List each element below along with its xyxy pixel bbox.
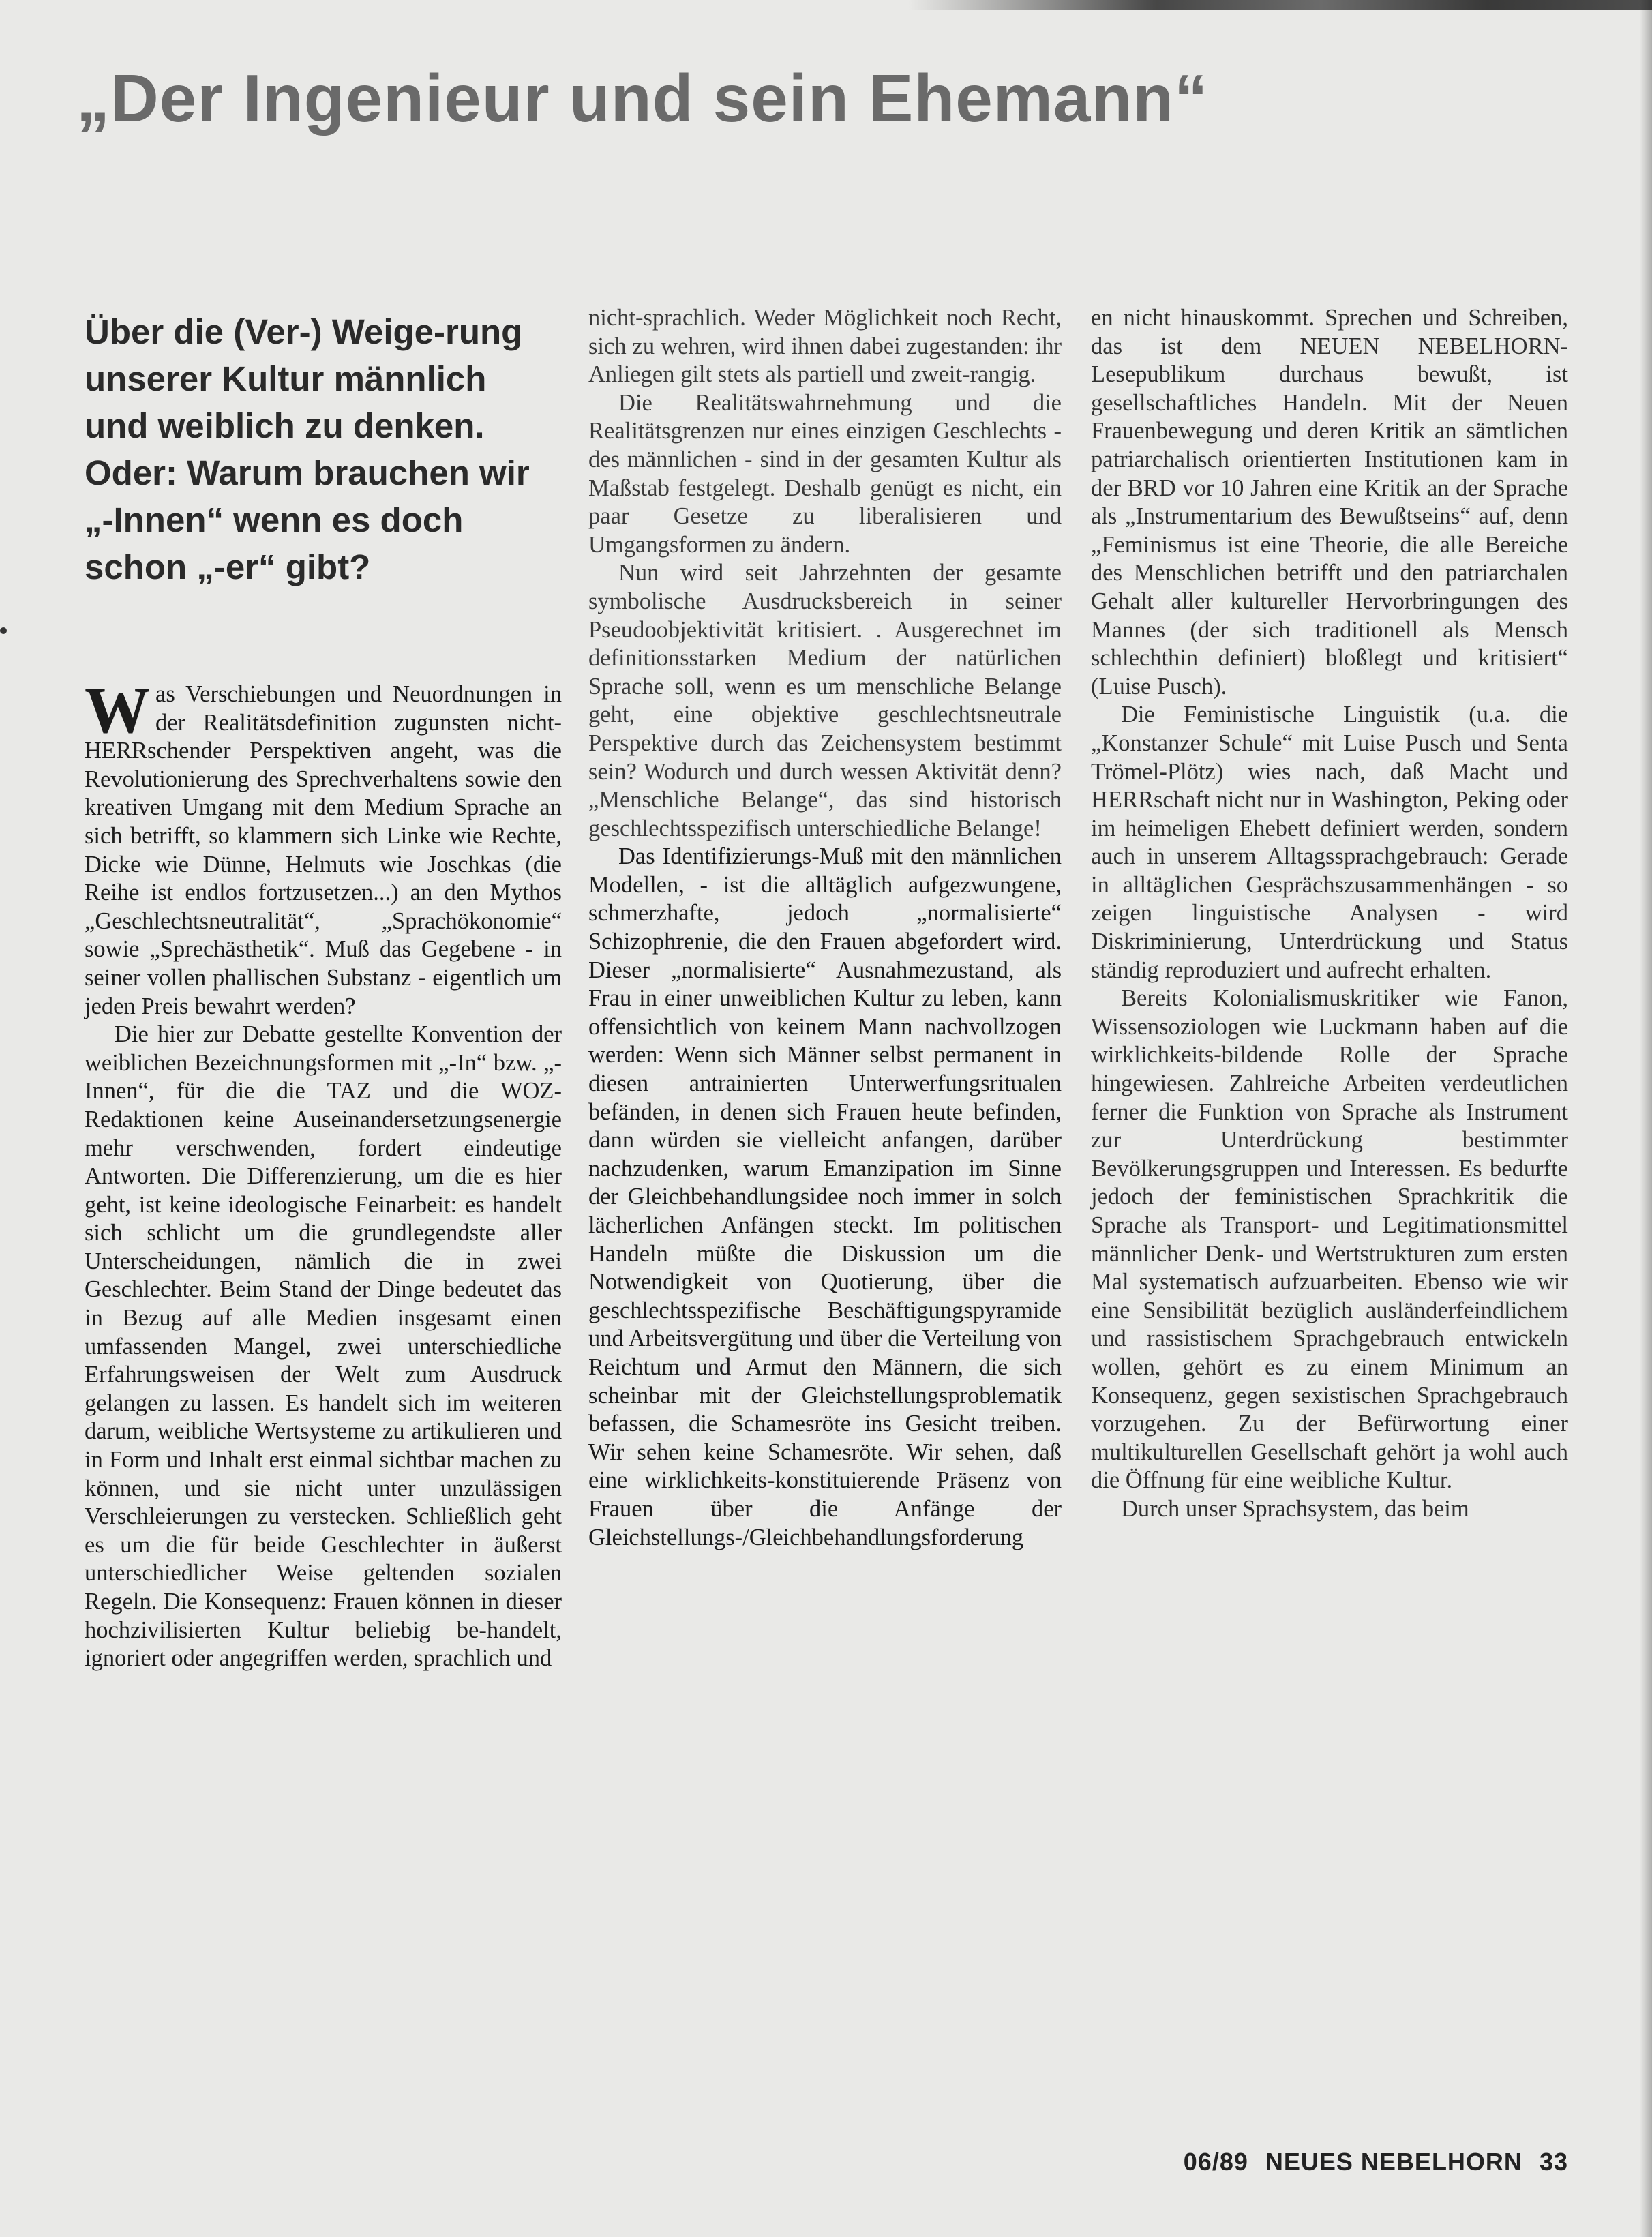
- paragraph: Bereits Kolonialismuskritiker wie Fanon, Wissensoziologen wie Luckmann haben auf die wirklichkeits-bildende Rolle der Sprache hingewiesen. Zahlreiche Arbeiten verdeutlichen ferner die Funktion von Sprache als Instrument zur Unterdrückung bestimmter Bevölkerungsgruppen und Interessen. Es bedurfte jedoch der feministischen Sprachkritik die Sprache als Transport- und Legitimationsmittel männlicher Denk- und Wertstrukturen zum ersten Mal systematisch aufzuarbeiten. Ebenso wie wir eine Sensibilität bezüglich ausländerfeindlichem und rassistischem Sprachgebrauch entwickeln wollen, gehört es zu einem Minimum an Konsequenz, gegen sexistischen Sprachgebrauch vorzugehen. Zu der Befürwortung einer multikulturellen Gesellschaft gehört ja wohl auch die Öffnung für eine weibliche Kultur.: [1091, 985, 1568, 1494]
- article-column-2: [588, 304, 1062, 1552]
- paragraph: Die hier zur Debatte gestellte Konvention der weiblichen Bezeichnungsformen mit „-In“ bzw. „-Innen“, für die die TAZ und die WOZ-Redaktionen keine Auseinandersetzungsenergie mehr verschwenden, fordert eindeutige Antworten. Die Differenzierung, um die es hier geht, ist keine ideologische Feinarbeit: es handelt sich schlicht um die grundlegendste aller Unterscheidungen, nämlich die in zwei Geschlechter. Beim Stand der Dinge bedeutet das in Bezug auf alle Medien insgesamt einen umfassenden Mangel, zwei unterschiedliche Erfahrungsweisen der Welt zum Ausdruck gelangen zu lassen. Es handelt sich im weiteren darum, weibliche Wertsysteme zu artikulieren und in Form und Inhalt erst einmal sichtbar machen zu können, und sie nicht unter unzulässigen Verschleierungen zu verstecken. Schließlich geht es um die für beide Geschlechter in äußerst unterschiedlicher Weise geltenden sozialen Regeln. Die Konsequenz: Frauen können in dieser hochzivilisierten Kultur beliebig be-handelt, ignoriert oder angegriffen werden, sprachlich und: [85, 1021, 562, 1672]
- paragraph: Durch unser Sprachsystem, das beim: [1121, 1495, 1469, 1522]
- article-headline: „Der Ingenieur und sein Ehemann“: [76, 61, 1209, 136]
- article-column-3: [1091, 304, 1568, 1524]
- paragraph: Das Identifizierungs-Muß mit den männlichen Modellen, - ist die alltäglich aufgezwungene, schmerzhafte, jedoch „normalisierte“ Schizophrenie, die den Frauen abgefordert wird. Dieser „normalisierte“ Ausnahmezustand, als Frau in einer unweiblichen Kultur zu leben, kann offensichtlich von keinem Mann nachvollzogen werden: Wenn sich Männer selbst permanent in diesen antrainierten Unterwerfungsritualen befänden, in denen sich Frauen heute befinden, dann würden sie vielleicht anfangen, darüber nachzudenken, warum Emanzipation im Sinne der Gleichbehandlungsidee noch immer in solch lächerlichen Anfängen steckt. Im politischen Handeln müßte die Diskussion um die Notwendigkeit von Quotierung, über die geschlechtsspezifische Beschäftigungspyramide und Arbeitsvergütung und über die Verteilung von Reichtum und Armut den Männern, die sich scheinbar mit der Gleichstellungsproblematik befassen, die Schamesröte ins Gesicht treiben. Wir sehen keine Schamesröte. Wir sehen, daß eine wirklichkeits-konstituierende Präsenz von Frauen über die Anfänge der Gleichstellungs-/Gleichbehandlungsforderung: [588, 843, 1062, 1550]
- page-top-edge: [0, 0, 1652, 10]
- issue-number: 06/89: [1183, 2148, 1248, 2176]
- page-footer: [1118, 2148, 1568, 2176]
- magazine-name: NEUES NEBELHORN: [1265, 2148, 1522, 2176]
- paragraph: [85, 674, 562, 1021]
- page-number: 33: [1539, 2148, 1568, 2176]
- paragraph: Die Realitätswahrnehmung und die Realitätsgrenzen nur eines einzigen Geschlechts - des männlichen - sind in der gesamten Kultur als Maßstab festgelegt. Deshalb genügt es nicht, ein paar Gesetze zu liberalisieren und Umgangsformen zu ändern.: [588, 389, 1062, 558]
- page-right-shadow: [1640, 0, 1652, 2237]
- paragraph: en nicht hinauskommt. Sprechen und Schreiben, das ist dem NEUEN NEBELHORN-Lesepublikum durchaus bewußt, ist gesellschaftliches Handeln. Mit der Neuen Frauenbewegung und deren Kritik an sämtlichen patriarchalisch orientierten Institutionen kam in der BRD vor 10 Jahren eine Kritik an der Sprache als „Instrumentarium des Bewußtseins“ auf, denn „Feminismus ist eine Theorie, die alle Bereiche des Menschlichen betrifft und den patriarchalen Gehalt aller kultureller Hervorbringungen des Mannes (der sich traditionell als Mensch schlechthin definiert) bloßlegt und kritisiert“ (Luise Pusch).: [1091, 305, 1568, 700]
- paragraph: Nun wird seit Jahrzehnten der gesamte symbolische Ausdrucksbereich in seiner Pseudoobjektivität kritisiert. . Ausgerechnet im definitionsstarken Medium der natürlichen Sprache soll, wenn es um menschliche Belange geht, eine objektive geschlechtsneutrale Perspektive durch das Zeichensystem bestimmt sein? Wodurch und durch wessen Aktivität denn? „Menschliche Belange“, das sind historisch geschlechtsspezifisch unterschiedliche Belange!: [588, 560, 1062, 841]
- article-subheading: Über die (Ver-) Weige-rung unserer Kultur männlich und weiblich zu denken. Oder: Warum brauchen wir „-Innen“ wenn es doch schon „-er“ gibt?: [85, 312, 530, 586]
- paragraph: Die Feministische Linguistik (u.a. die „Konstanzer Schule“ mit Luise Pusch und Senta Trömel-Plötz) wies nach, daß Macht und HERRschaft nicht nur in Washington, Peking oder im heimeligen Ehebett definiert werden, sondern auch in unserem Alltagssprachgebrauch: Gerade in alltäglichen Gesprächszusammenhängen - so zeigen linguistische Analysen - wird Diskriminierung, Unterdrückung und Status ständig reproduziert und aufrecht erhalten.: [1091, 702, 1568, 983]
- paragraph: nicht-sprachlich. Weder Möglichkeit noch Recht, sich zu wehren, wird ihnen dabei zugestanden: ihr Anliegen gilt stets als partiell und zweit-rangig.: [588, 305, 1062, 388]
- drop-cap: W: [85, 674, 150, 747]
- margin-mark: [0, 627, 7, 634]
- paragraph-text: as Verschiebungen und Neuordnungen in der Realitätsdefinition zugunsten nicht-HERRschender Perspektiven angeht, was die Revolutionierung des Sprechverhaltens sowie den kreativen Umgang mit dem Medium Sprache an sich betrifft, so klammern sich Linke wie Rechte, Dicke wie Dünne, Helmuts wie Joschkas (die Reihe ist endlos fortzusetzen...) an den Mythos „Geschlechtsneutralität“, „Sprachökonomie“ sowie „Sprechästhetik“. Muß das Gegebene - in seiner vollen phallischen Substanz - eigentlich um jeden Preis bewahrt werden?: [85, 681, 562, 1019]
- article-column-1: [85, 674, 562, 1673]
